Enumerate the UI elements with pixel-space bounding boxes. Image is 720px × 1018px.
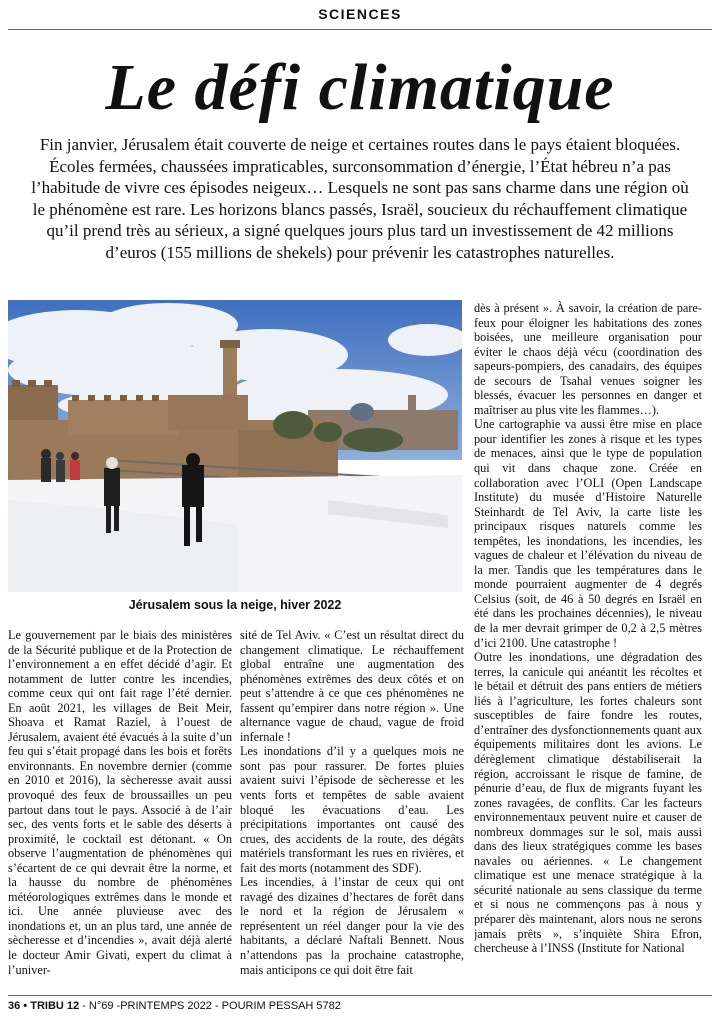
paragraph: Une cartographie va aussi être mise en place pour identifier les zones à risque et les types de menaces, ainsi que le type de population qui vit dans chaque zone. Créée en collaboration avec l’OLI (Open Landscape Institute) du musée d’Histoire Naturelle Steinhardt de Tel Aviv, la carte liste les principaux risques naturels comme les tempêtes, les inondations, les incendies, les vagues de chaleur et l’élévation du niveau de la mer. Tandis que les températures dans le monde pourraient augmenter de 4 degrés Celsius (soit, de 46 à 50 degrés en Israël en été dans les prochaines décennies), le niveau de la mer devrait grimper de 0,2 à 2,5 mètres d’ici 2100. Une catastrophe !	[474, 417, 702, 650]
paragraph: Outre les inondations, une dégradation des terres, la canicule qui anéantit les récoltes et le bétail et détruit des pans entiers de métiers liés à l’agriculture, les fortes chaleurs sont susceptibles de faire fondre les routes, d’entraîner des dysfonctionnements quant aux équipements militaires dont les avions. Le dérèglement climatique déstabiliserait la région, accroissant le risque de famine, de pénurie d’eau, de flux de migrants fuyant les zones ravagées, de conflits. Car les facteurs environnementaux peuvent nuire et causer de nombreux dommages sur le sol, mais aussi dans des lieux stratégiques comme les bases navales ou aériennes. « Le changement climatique est une menace stratégique à la sécurité nationale au sens classique du terme et si nous ne commençons pas à nous y préparer dès maintenant, alors nous ne serons jamais prêts », s’inquiète Shira Efron, chercheuse à l’INSS (Institute for National	[474, 650, 702, 956]
paragraph: Les incendies, à l’instar de ceux qui ont ravagé des dizaines d’hectares de forêt dans le nord et la région de Jérusalem « représentent un réel danger pour la vie des habitants, a déclaré Naftali Bennett. Nous n’attendons pas la prochaine catastrophe, mais anticipons ce qui doit être fait	[240, 875, 464, 977]
column-3	[474, 301, 702, 991]
section-rubric: SCIENCES	[318, 6, 402, 22]
article-photo	[8, 300, 462, 592]
paragraph: sité de Tel Aviv. « C’est un résultat direct du changement climatique. Le réchauffement global entraîne une augmentation des phénomènes extrêmes des deux côtés et on peut s’attendre à ce que ces phénomènes ne fassent qu’empirer dans notre région ». Une alternance vague de chaud, vague de froid infernale !	[240, 628, 464, 744]
header-rule	[8, 29, 712, 30]
page-footer: 36 • TRIBU 12 - N°69 -PRINTEMPS 2022 - POURIM PESSAH 5782	[8, 1000, 341, 1012]
jerusalem-snow-illustration	[8, 300, 462, 592]
column-1	[8, 628, 232, 990]
footer-rule	[8, 995, 712, 996]
article-headline: Le défi climatique	[105, 51, 615, 124]
photo-caption: Jérusalem sous la neige, hiver 2022	[128, 598, 342, 612]
paragraph: dès à présent ». À savoir, la création de pare-feux pour éloigner les habitations des zones boisées, une meilleure organisation pour éviter le chaos déjà vécu (coordination des sapeurs-pompiers, des canadairs, des équipes de secours de Tsahal venues soigner les blessés, évacuer les personnes en danger et maîtriser au plus vite les flammes…).	[474, 301, 702, 417]
column-2	[240, 628, 464, 990]
magazine-name: TRIBU 12	[30, 1000, 80, 1012]
issue-info: - N°69 -PRINTEMPS 2022 - POURIM PESSAH 5782	[79, 1000, 341, 1012]
page-number: 36	[8, 1000, 21, 1012]
article-lead: Fin janvier, Jérusalem était couverte de neige et certaines routes dans le pays étaient bloquées. Écoles fermées, chaussées impraticables, surconsommation d’énergie, l’État hébreu n’a pas l’habitude de vivre ces épisodes neigeux… Lesquels ne sont pas sans charme dans une région où le phénomène est rare. Les horizons blancs passés, Israël, soucieux du réchauffement climatique qu’il prend très au sérieux, a signé quelques jours plus tard un investissement de 42 millions d’euros (155 millions de shekels) pour prévenir les catastrophes naturelles.	[31, 135, 689, 262]
paragraph: Les inondations d’il y a quelques mois ne sont pas pour rassurer. De fortes pluies avaient suivi l’épisode de sècheresse et les vents forts et tempêtes de sable avaient bloqué les évacuations d’eau. Les précipitations importantes ont causé des crues, des accidents de la route, des dégâts matériels transformant les rues en rivières, et fait des morts (notamment des SDF).	[240, 744, 464, 875]
paragraph: Le gouvernement par le biais des ministères de la Sécurité publique et de la Protection de l’environnement a en effet décidé d’agir. Et notamment de lutter contre les incendies, comme ceux qui ont fait rage l’été dernier. En août 2021, les villages de Beit Meir, Shoava et Ramat Raziel, à l’ouest de Jérusalem, avaient été évacués à la suite d’un feu qui s’était propagé dans les bois et forêts environnants. En novembre dernier (comme en 2010 et 2016), la sècheresse avait aussi provoqué des feux de broussailles un peu partout dans tout le pays. Associé à de l’air sec, des vents forts et le sable des déserts à proximité, le cocktail est détonant. « On observe l’augmentation de phénomènes qui s’écartent de ce qui devrait être la norme, et la hausse du nombre de phénomènes météorologiques extrêmes dans le monde et ici. Une année pluvieuse avec des inondations et, un an plus tard, une année de sècheresse et d’incendies », avait déjà alerté le docteur Amir Givati, expert du climat à l’univer-	[8, 628, 232, 977]
